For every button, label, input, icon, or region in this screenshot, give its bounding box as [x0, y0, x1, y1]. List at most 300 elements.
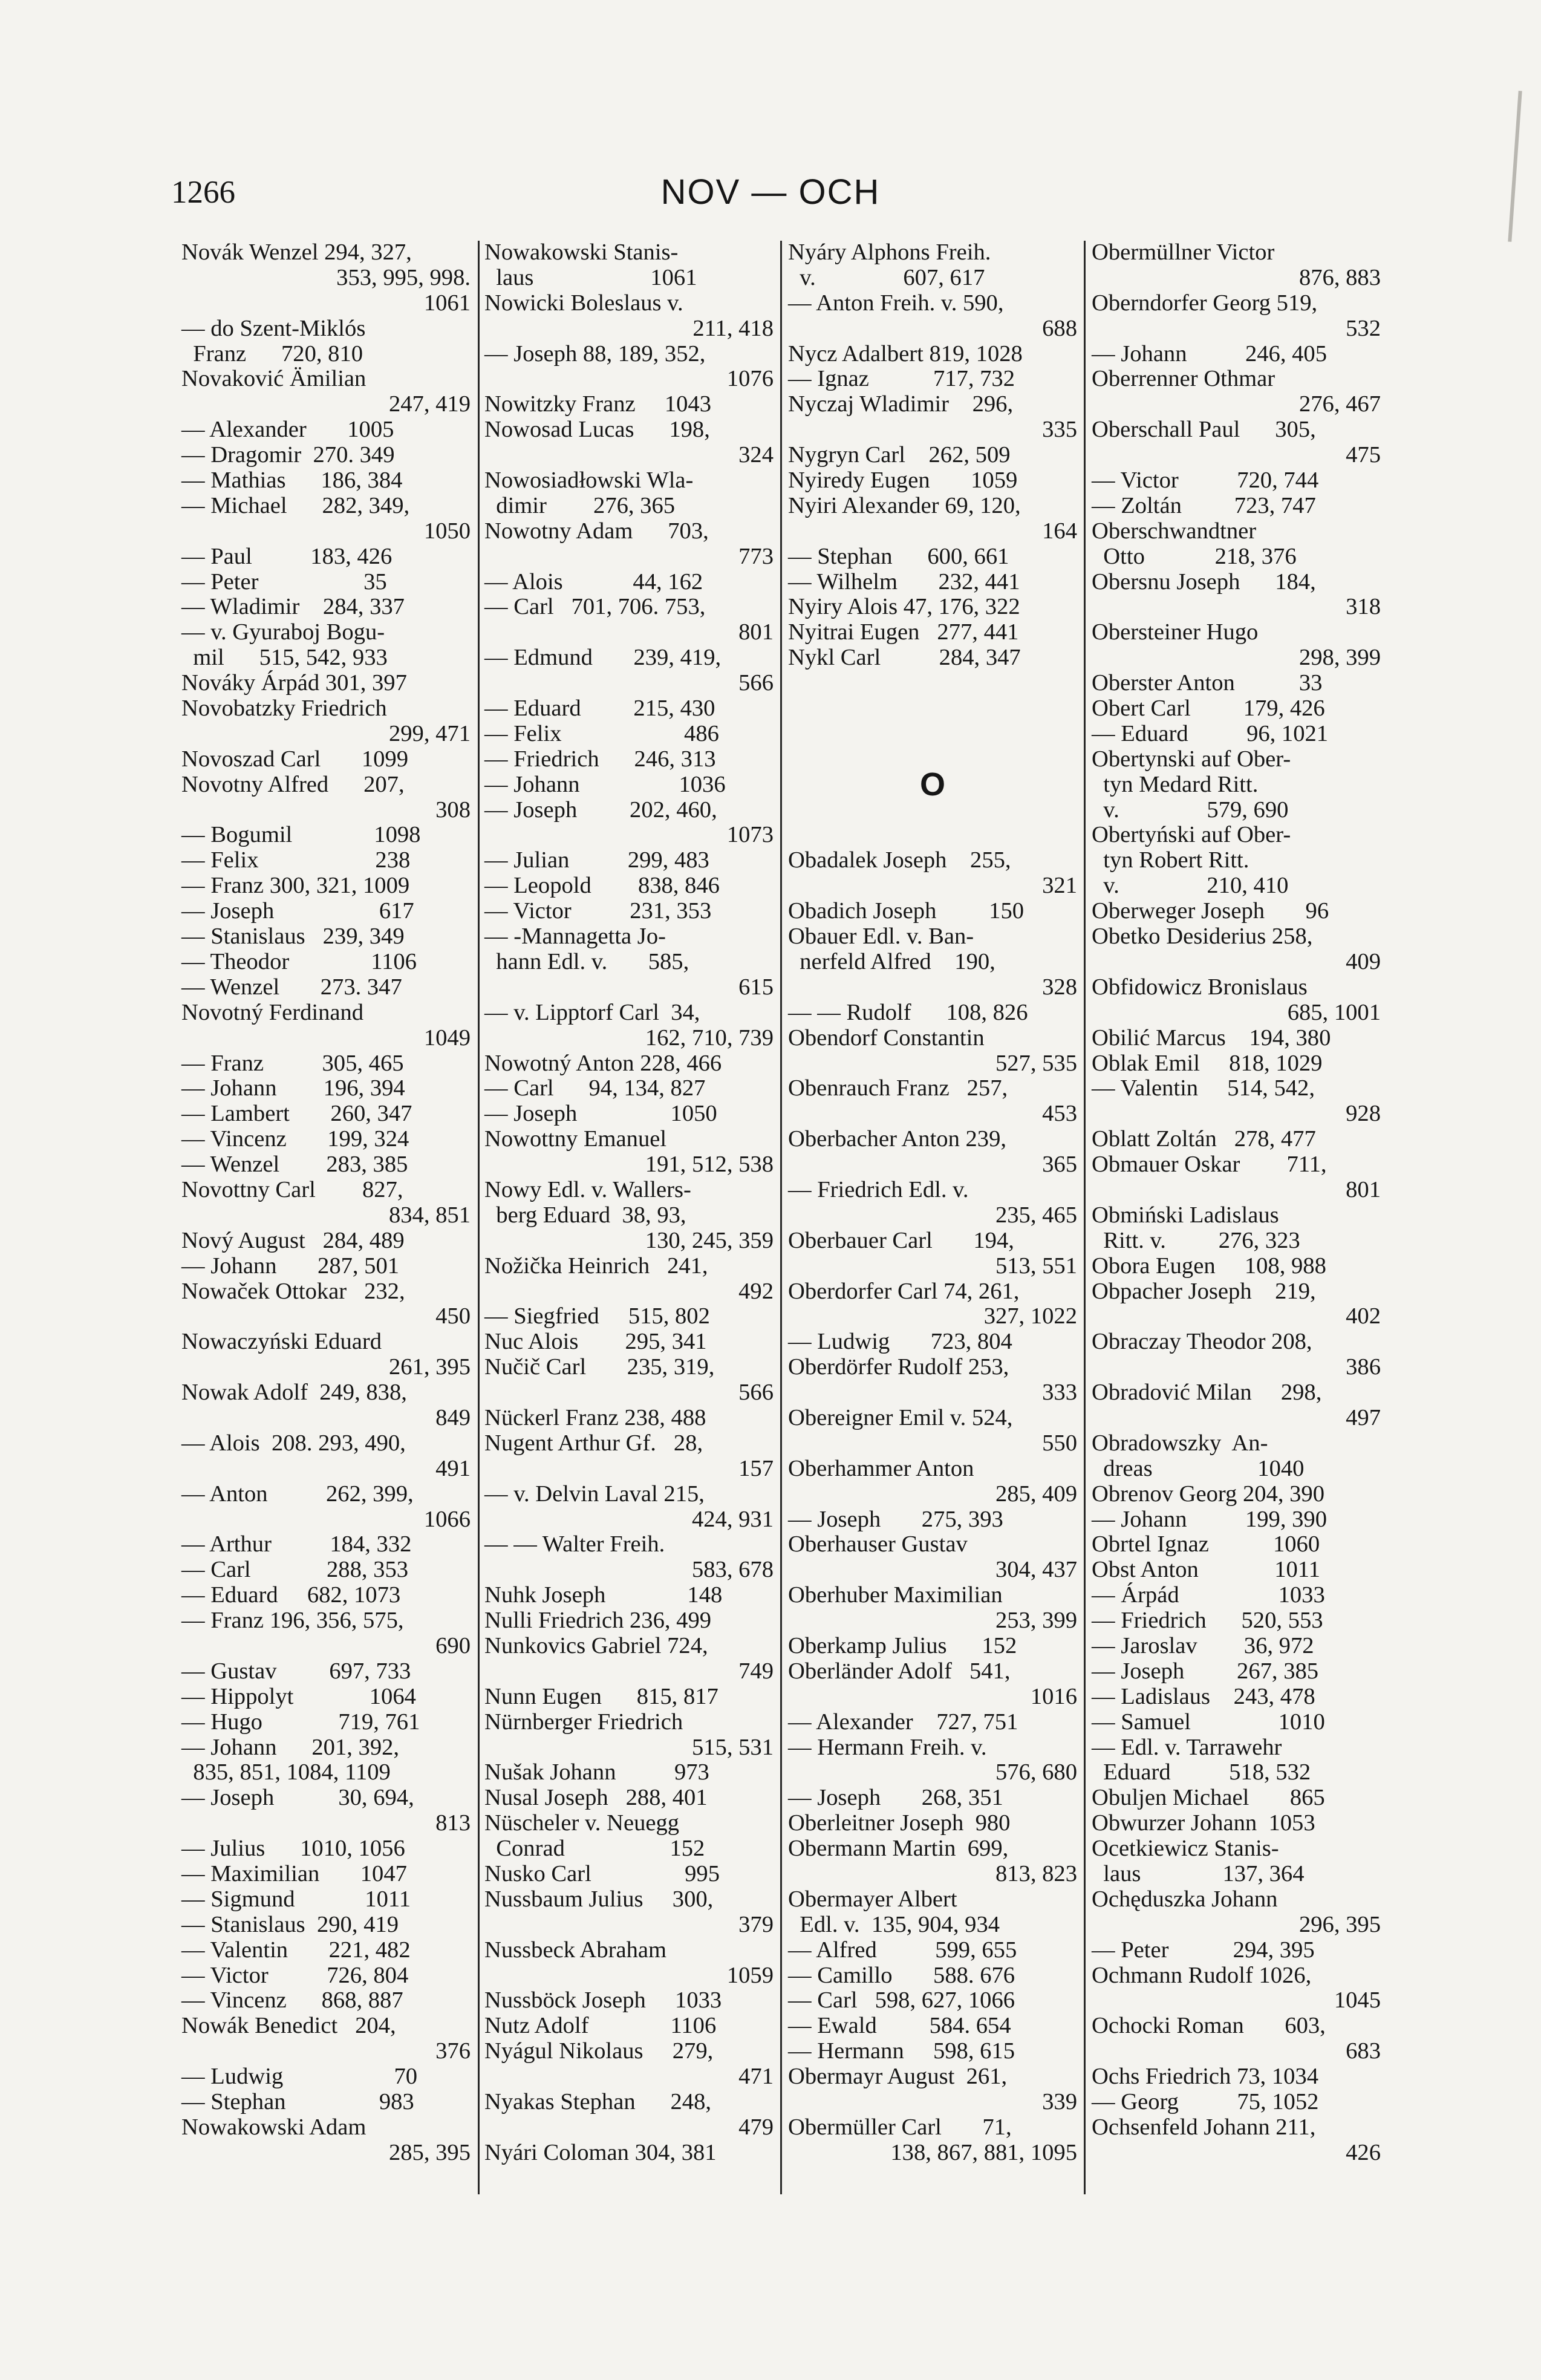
index-entry-line: — Jaroslav 36, 972 [1092, 1632, 1314, 1658]
index-entry-line: 353, 995, 998. [336, 264, 471, 290]
index-entry-line: Nyczaj Wladimir 296, [788, 391, 1014, 417]
index-entry-line: Nyitrai Eugen 277, 441 [788, 619, 1019, 645]
index-entry-line: 304, 437 [995, 1557, 1077, 1583]
index-entry-line: 298, 399 [1298, 645, 1381, 671]
index-entry-line: Obradowszky An- [1092, 1430, 1268, 1456]
index-entry-line: Ochsenfeld Johann 211, [1092, 2114, 1316, 2140]
index-entry-line: 402 [1346, 1303, 1381, 1329]
index-entry-line: nerfeld Alfred 190, [788, 948, 995, 974]
index-entry-line: — Stephan 983 [181, 2089, 414, 2115]
index-entry-line: — Anton Freih. v. 590, [788, 290, 1004, 316]
index-entry-line: Obrtel Ignaz 1060 [1092, 1531, 1320, 1557]
index-entry-line: Obersteiner Hugo [1092, 619, 1259, 645]
index-entry-line: — Ewald 584. 654 [788, 2013, 1011, 2039]
index-entry-line: — Peter 294, 395 [1092, 1937, 1315, 1963]
index-entry-line: 453 [1042, 1101, 1077, 1127]
index-entry-line: — v. Gyuraboj Bogu- [181, 619, 385, 645]
index-entry-line: Oberleitner Joseph 980 [788, 1810, 1011, 1836]
index-entry-line: 566 [738, 670, 774, 696]
index-entry-line: 532 [1346, 315, 1381, 341]
index-entry-line: — Eduard 215, 430 [484, 696, 715, 722]
index-entry-line: 576, 680 [995, 1759, 1077, 1785]
index-entry-line: 335 [1042, 417, 1077, 443]
index-entry-line: Nygryn Carl 262, 509 [788, 442, 1011, 468]
index-entry-line: — Joseph 202, 460, [484, 797, 717, 823]
index-entry-line: — Stanislaus 239, 349 [181, 924, 405, 950]
index-entry-line: — Samuel 1010 [1092, 1709, 1325, 1735]
index-entry-line: Nyári Coloman 304, 381 [484, 2139, 717, 2165]
index-entry-line: Oberweger Joseph 96 [1092, 898, 1329, 924]
index-entry-line: Nugent Arthur Gf. 28, [484, 1430, 703, 1456]
index-entry-line: — v. Delvin Laval 215, [484, 1481, 705, 1507]
index-entry-line: 690 [435, 1632, 471, 1658]
index-entry-line: — -Mannagetta Jo- [484, 924, 666, 950]
index-entry-line: hann Edl. v. 585, [484, 948, 689, 974]
index-entry-line: — Wenzel 283, 385 [181, 1152, 408, 1178]
index-entry-line: Obadich Joseph 150 [788, 898, 1025, 924]
index-entry-line: — Joseph 88, 189, 352, [484, 341, 706, 367]
index-entry-line: 813 [435, 1810, 471, 1836]
index-entry-line: berg Eduard 38, 93, [484, 1202, 686, 1228]
index-entry-line: — Carl 701, 706. 753, [484, 594, 706, 620]
index-entry-line: Novotný Ferdinand [181, 999, 364, 1025]
index-entry-line: 513, 551 [995, 1253, 1077, 1279]
index-entry-line: v. 579, 690 [1092, 797, 1289, 823]
index-entry-line: Oblatt Zoltán 278, 477 [1092, 1126, 1316, 1152]
index-entry-line: 835, 851, 1084, 1109 [181, 1759, 391, 1785]
index-entry-line: Nowosiadłowski Wla- [484, 468, 694, 494]
index-entry-line: Ochmann Rudolf 1026, [1092, 1962, 1312, 1988]
index-entry-line: 1073 [726, 822, 774, 848]
index-entry-line: 333 [1042, 1380, 1077, 1406]
index-entry-line: — Carl 288, 353 [181, 1557, 409, 1583]
index-entry-line: Obermüller Carl 71, [788, 2114, 1012, 2140]
index-entry-line: Nuhk Joseph 148 [484, 1582, 723, 1608]
index-entry-line: Nulli Friedrich 236, 499 [484, 1608, 712, 1634]
index-entry-line: — Alexander 727, 751 [788, 1709, 1018, 1735]
index-entry-line: 450 [435, 1303, 471, 1329]
index-entry-line: Obst Anton 1011 [1092, 1557, 1320, 1583]
index-entry-line: Eduard 518, 532 [1092, 1759, 1311, 1785]
index-entry-line: Oberschall Paul 305, [1092, 417, 1316, 443]
index-entry-line: 424, 931 [691, 1506, 774, 1532]
index-entry-line: Ochęduszka Johann [1092, 1886, 1278, 1912]
index-entry-line: Oblak Emil 818, 1029 [1092, 1050, 1323, 1076]
column-rule-1 [478, 241, 480, 2194]
index-entry-line: Nyakas Stephan 248, [484, 2089, 712, 2115]
index-entry-line: 261, 395 [388, 1354, 471, 1380]
index-entry-line: — Johann 201, 392, [181, 1734, 400, 1760]
index-entry-line: — v. Lipptorf Carl 34, [484, 999, 700, 1025]
index-entry-line: Oberrenner Othmar [1092, 366, 1275, 392]
index-entry-line: 1061 [423, 290, 471, 316]
index-entry-line: — Joseph 275, 393 [788, 1506, 1003, 1532]
index-entry-line: 550 [1042, 1430, 1077, 1456]
index-entry-line: 318 [1346, 594, 1381, 620]
index-entry-line: 683 [1346, 2038, 1381, 2064]
index-entry-line: — Stephan 600, 661 [788, 543, 1009, 569]
index-entry-line [788, 722, 1077, 747]
index-entry-line: Oberschwandtner [1092, 518, 1257, 544]
index-entry-line: — Hippolyt 1064 [181, 1683, 416, 1709]
index-entry-line: — Hermann 598, 615 [788, 2038, 1015, 2064]
index-entry-line: Obertyński auf Ober- [1092, 822, 1291, 848]
index-entry-line: 471 [738, 2064, 774, 2090]
index-entry-line: — Wladimir 284, 337 [181, 594, 405, 620]
index-entry-line: Nušak Johann 973 [484, 1759, 709, 1785]
index-entry-line: — Edmund 239, 419, [484, 645, 722, 671]
index-entry-line: — Stanislaus 290, 419 [181, 1911, 399, 1937]
index-entry-line: 1059 [726, 1962, 774, 1988]
index-entry-line: — Victor 720, 744 [1092, 468, 1319, 494]
index-entry-line: — Michael 282, 349, [181, 492, 410, 518]
index-entry-line: Obersnu Joseph 184, [1092, 569, 1316, 595]
index-entry-line: — Johann 196, 394 [181, 1075, 405, 1101]
column-4 [1092, 240, 1381, 2166]
index-entry-line: Nowák Benedict 204, [181, 2013, 396, 2039]
index-entry-line: Obermayr August 261, [788, 2064, 1008, 2090]
index-entry-line: 749 [738, 1658, 774, 1684]
index-entry-line: Oberhauser Gustav [788, 1531, 968, 1557]
index-entry-line: — Eduard 96, 1021 [1092, 720, 1329, 746]
index-entry-line: 285, 409 [995, 1481, 1077, 1507]
index-entry-line: — Ladislaus 243, 478 [1092, 1683, 1315, 1709]
index-entry-line: — Julius 1010, 1056 [181, 1836, 405, 1862]
index-entry-line: Obradović Milan 298, [1092, 1380, 1322, 1406]
index-entry-line: 247, 419 [388, 391, 471, 417]
index-entry-line: 497 [1346, 1404, 1381, 1430]
page-number: 1266 [171, 175, 235, 210]
index-entry-line: Nussbeck Abraham [484, 1937, 667, 1963]
index-entry-line: — Alois 208. 293, 490, [181, 1430, 406, 1456]
index-entry-line: Ochocki Roman 603, [1092, 2013, 1326, 2039]
index-entry-line: 688 [1042, 315, 1077, 341]
index-entry-line: Nowak Adolf 249, 838, [181, 1380, 407, 1406]
index-entry-line: 801 [1346, 1176, 1381, 1202]
index-entry-line: Oberkamp Julius 152 [788, 1632, 1017, 1658]
index-entry-line: — Alois 44, 162 [484, 569, 703, 595]
index-entry-line: 409 [1346, 948, 1381, 974]
index-entry-line [788, 671, 1077, 696]
index-entry-line: 426 [1346, 2139, 1381, 2165]
index-entry-line: Nückerl Franz 238, 488 [484, 1404, 706, 1430]
index-entry-line: — Valentin 221, 482 [181, 1937, 411, 1963]
index-entry-line: Nowotny Adam 703, [484, 518, 709, 544]
index-entry-line: — Johann 199, 390 [1092, 1506, 1327, 1532]
index-entry-line: Oberster Anton 33 [1092, 670, 1323, 696]
index-entry-line: — Árpád 1033 [1092, 1582, 1325, 1608]
index-entry-line: Nutz Adolf 1106 [484, 2013, 717, 2039]
index-entry-line: Novobatzky Friedrich [181, 696, 387, 722]
index-entry-line: Nycz Adalbert 819, 1028 [788, 341, 1023, 367]
index-entry-line: — Joseph 268, 351 [788, 1785, 1003, 1811]
index-entry-line: — Vincenz 199, 324 [181, 1126, 409, 1152]
index-entry-line: 475 [1346, 442, 1381, 468]
index-entry-line: Obermann Martin 699, [788, 1836, 1009, 1862]
index-entry-line: Nowy Edl. v. Wallers- [484, 1176, 691, 1202]
index-entry-line: — Vincenz 868, 887 [181, 1987, 403, 2013]
index-entry-line: Edl. v. 135, 904, 934 [788, 1911, 1000, 1937]
index-entry-line: Novoszad Carl 1099 [181, 746, 409, 772]
index-entry-line: Ocetkiewicz Stanis- [1092, 1836, 1279, 1862]
index-entry-line: Franz 720, 810 [181, 341, 363, 367]
index-entry-line: mil 515, 542, 933 [181, 645, 388, 671]
index-entry-line: — Maximilian 1047 [181, 1861, 407, 1886]
index-entry-line: Obertynski auf Ober- [1092, 746, 1291, 772]
index-entry-line: 583, 678 [691, 1557, 774, 1583]
index-entry-line: 1050 [423, 518, 471, 544]
index-entry-line: tyn Medard Ritt. [1092, 771, 1259, 797]
index-entry-line: 386 [1346, 1354, 1381, 1380]
index-entry-line: — Eduard 682, 1073 [181, 1582, 401, 1608]
index-entry-line: Obetko Desiderius 258, [1092, 924, 1313, 950]
index-entry-line: Obuljen Michael 865 [1092, 1785, 1325, 1811]
index-entry-line: — — Walter Freih. [484, 1531, 665, 1557]
index-entry-line: — Johann 287, 501 [181, 1253, 400, 1279]
index-entry-line: — Paul 183, 426 [181, 543, 393, 569]
index-entry-line: — Zoltán 723, 747 [1092, 492, 1316, 518]
index-entry-line: — Wenzel 273. 347 [181, 974, 402, 1000]
index-entry-line: — Ludwig 70 [181, 2064, 418, 2090]
index-entry-line: Nowicki Boleslaus v. [484, 290, 683, 316]
index-entry-line: Obmauer Oskar 711, [1092, 1152, 1327, 1178]
index-entry-line: Nowitzky Franz 1043 [484, 391, 712, 417]
index-entry-line: Nüscheler v. Neuegg [484, 1810, 680, 1836]
index-entry-line: Obenrauch Franz 257, [788, 1075, 1008, 1101]
index-entry-line: 138, 867, 881, 1095 [890, 2139, 1077, 2165]
index-entry-line: — Hermann Freih. v. [788, 1734, 987, 1760]
index-entry-line: — Georg 75, 1052 [1092, 2089, 1319, 2115]
index-entry-line: Nowottny Emanuel [484, 1126, 667, 1152]
index-entry-line: — do Szent-Miklós [181, 315, 366, 341]
index-entry-line: Obmiński Ladislaus [1092, 1202, 1279, 1228]
section-letter: O [919, 766, 945, 803]
index-entry-line: — Edl. v. Tarrawehr [1092, 1734, 1282, 1760]
index-entry-line: — Lambert 260, 347 [181, 1101, 412, 1127]
index-entry-line: — Alfred 599, 655 [788, 1937, 1017, 1963]
index-entry-line: — Felix 486 [484, 720, 719, 746]
index-entry-line: Oberhammer Anton [788, 1455, 974, 1481]
index-entry-line: — Camillo 588. 676 [788, 1962, 1015, 1988]
index-entry-line: Obwurzer Johann 1053 [1092, 1810, 1315, 1836]
index-entry-line: Ochs Friedrich 73, 1034 [1092, 2064, 1319, 2090]
index-entry-line: Nowaček Ottokar 232, [181, 1278, 405, 1304]
index-entry-line: Oberndorfer Georg 519, [1092, 290, 1318, 316]
index-entry-line: — Carl 94, 134, 827 [484, 1075, 706, 1101]
index-entry-line: Oberbauer Carl 194, [788, 1227, 1014, 1253]
index-entry-line: — Mathias 186, 384 [181, 468, 403, 494]
index-entry-line: tyn Robert Ritt. [1092, 847, 1249, 873]
index-entry-line: 191, 512, 538 [645, 1152, 774, 1178]
index-entry-line: dreas 1040 [1092, 1455, 1305, 1481]
index-entry-line: 308 [435, 797, 471, 823]
index-entry-line [788, 696, 1077, 722]
index-entry-line: 491 [435, 1455, 471, 1481]
index-entry-line: 327, 1022 [983, 1303, 1077, 1329]
index-entry-line: Oberdorfer Carl 74, 261, [788, 1278, 1020, 1304]
index-entry-line: Oberländer Adolf 541, [788, 1658, 1011, 1684]
index-entry-line: Novaković Ämilian [181, 366, 367, 392]
index-entry-line: Nowakowski Stanis- [484, 240, 679, 265]
index-entry-line: 566 [738, 1380, 774, 1406]
index-entry-line: — Friedrich 246, 313 [484, 746, 716, 772]
index-entry-line: Nussböck Joseph 1033 [484, 1987, 722, 2013]
index-entry-line: Nowosad Lucas 198, [484, 417, 710, 443]
index-entry-line: Novottny Carl 827, [181, 1176, 403, 1202]
index-entry-line: Nyiredy Eugen 1059 [788, 468, 1018, 494]
index-entry-line: Nowotný Anton 228, 466 [484, 1050, 722, 1076]
index-entry-line: 928 [1346, 1101, 1381, 1127]
index-entry-line: — Ignaz 717, 732 [788, 366, 1015, 392]
index-entry-line: Obermayer Albert [788, 1886, 957, 1912]
column-3 [788, 240, 1077, 2166]
index-entry-line: — Dragomir 270. 349 [181, 442, 395, 468]
column-1 [181, 240, 471, 2166]
index-entry-line: 296, 395 [1298, 1911, 1381, 1937]
index-entry-line: 328 [1042, 974, 1077, 1000]
index-entry-line: Nožička Heinrich 241, [484, 1253, 708, 1279]
index-entry-line: 801 [738, 619, 774, 645]
index-entry-line: 515, 531 [691, 1734, 774, 1760]
index-entry-line: 376 [435, 2038, 471, 2064]
index-entry-line: — Siegfried 515, 802 [484, 1303, 710, 1329]
index-entry-line: 527, 535 [995, 1050, 1077, 1076]
index-entry-line: Nyiri Alexander 69, 120, [788, 492, 1021, 518]
index-entry-line: Nussbaum Julius 300, [484, 1886, 714, 1912]
index-entry-line: Obadalek Joseph 255, [788, 847, 1011, 873]
index-entry-line: — Joseph 1050 [484, 1101, 717, 1127]
index-entry-line: Obpacher Joseph 219, [1092, 1278, 1316, 1304]
index-entry-line: Novák Wenzel 294, 327, [181, 240, 412, 265]
index-entry-line: Otto 218, 376 [1092, 543, 1297, 569]
index-entry-line: 876, 883 [1298, 264, 1381, 290]
index-entry-line [788, 798, 1077, 823]
index-entry-line: — Sigmund 1011 [181, 1886, 411, 1912]
index-entry-line: v. 607, 617 [788, 264, 985, 290]
index-entry-line: 321 [1042, 873, 1077, 899]
index-entry-line: Oberbacher Anton 239, [788, 1126, 1007, 1152]
index-entry-line: Nuc Alois 295, 341 [484, 1329, 707, 1355]
index-entry-line: 1049 [423, 1025, 471, 1051]
index-entry-line: — Anton 262, 399, [181, 1481, 414, 1507]
index-entry-line: Novotny Alfred 207, [181, 771, 405, 797]
index-entry-line: Obfidowicz Bronislaus [1092, 974, 1308, 1000]
index-entry-line: Nováky Árpád 301, 397 [181, 670, 407, 696]
index-entry-line: — Felix 238 [181, 847, 411, 873]
index-entry-line: — — Rudolf 108, 826 [788, 999, 1028, 1025]
index-entry-line: — Carl 598, 627, 1066 [788, 1987, 1015, 2013]
index-entry-line: Conrad 152 [484, 1836, 705, 1862]
index-entry-line: Ritt. v. 276, 323 [1092, 1227, 1300, 1253]
index-entry-line: Obora Eugen 108, 988 [1092, 1253, 1326, 1279]
index-entry-line: — Theodor 1106 [181, 948, 417, 974]
index-entry-line: — Peter 35 [181, 569, 387, 595]
index-entry-line: 615 [738, 974, 774, 1000]
index-entry-line: — Friedrich Edl. v. [788, 1176, 969, 1202]
column-2 [484, 240, 774, 2166]
index-entry-line: 1045 [1334, 1987, 1381, 2013]
index-entry-line: — Leopold 838, 846 [484, 873, 720, 899]
index-entry-line: 164 [1042, 518, 1077, 544]
index-entry-line: Nunkovics Gabriel 724, [484, 1632, 708, 1658]
index-entry-line: laus 137, 364 [1092, 1861, 1305, 1886]
index-entry-line: Obermüllner Victor [1092, 240, 1275, 265]
index-entry-line: 299, 471 [388, 720, 471, 746]
index-entry-line: v. 210, 410 [1092, 873, 1289, 899]
column-rule-3 [1084, 241, 1086, 2194]
index-entry-line: — Victor 231, 353 [484, 898, 712, 924]
index-entry-line: Nučič Carl 235, 319, [484, 1354, 715, 1380]
page-edge-mark [1508, 91, 1522, 242]
index-entry-line: 685, 1001 [1287, 999, 1381, 1025]
index-entry-line: 849 [435, 1404, 471, 1430]
index-entry-line: 379 [738, 1911, 774, 1937]
index-entry-line: — Valentin 514, 542, [1092, 1075, 1315, 1101]
index-entry-line: Obrenov Georg 204, 390 [1092, 1481, 1325, 1507]
index-entry-line: 324 [738, 442, 774, 468]
index-entry-line: dimir 276, 365 [484, 492, 676, 518]
index-entry-line: 285, 395 [388, 2139, 471, 2165]
index-entry-line: — Johann 1036 [484, 771, 726, 797]
index-entry-line: 773 [738, 543, 774, 569]
index-entry-line: — Joseph 267, 385 [1092, 1658, 1319, 1684]
index-entry-line: — Franz 196, 356, 575, [181, 1608, 404, 1634]
index-entry-line: Oberdörfer Rudolf 253, [788, 1354, 1009, 1380]
index-entry-line: Nürnberger Friedrich [484, 1709, 683, 1735]
index-entry-line: 253, 399 [995, 1608, 1077, 1634]
index-entry-line: 157 [738, 1455, 774, 1481]
index-entry-line: Nyiry Alois 47, 176, 322 [788, 594, 1020, 620]
index-entry-line: Obendorf Constantin [788, 1025, 985, 1051]
column-rule-2 [780, 241, 782, 2194]
index-entry-line: Nowaczyński Eduard [181, 1329, 382, 1355]
index-entry-line: 479 [738, 2114, 774, 2140]
index-entry-line: — Arthur 184, 332 [181, 1531, 412, 1557]
index-entry-line: 211, 418 [692, 315, 774, 341]
index-entry-line: — Wilhelm 232, 441 [788, 569, 1020, 595]
index-entry-line: — Johann 246, 405 [1092, 341, 1327, 367]
index-entry-line: — Julian 299, 483 [484, 847, 709, 873]
index-entry-line: 339 [1042, 2089, 1077, 2115]
index-entry-line: Nunn Eugen 815, 817 [484, 1683, 718, 1709]
index-entry-line: — Hugo 719, 761 [181, 1709, 420, 1735]
index-entry-line: 492 [738, 1278, 774, 1304]
index-entry-line: — Bogumil 1098 [181, 822, 421, 848]
index-entry-line: Nusal Joseph 288, 401 [484, 1785, 708, 1811]
index-entry-line: 162, 710, 739 [645, 1025, 774, 1051]
index-entry-line: — Joseph 617 [181, 898, 414, 924]
index-entry-line: Nowakowski Adam [181, 2114, 367, 2140]
index-entry-line: 1066 [423, 1506, 471, 1532]
index-entry-line: laus 1061 [484, 264, 697, 290]
index-entry-line: 834, 851 [388, 1202, 471, 1228]
running-head: NOV — OCH [660, 172, 881, 212]
index-entry-line: 1076 [726, 366, 774, 392]
index-entry-line: — Franz 305, 465 [181, 1050, 404, 1076]
index-entry-line: 813, 823 [995, 1861, 1077, 1886]
index-entry-line: Obilić Marcus 194, 380 [1092, 1025, 1331, 1051]
index-entry-line: — Gustav 697, 733 [181, 1658, 411, 1684]
index-entry-line: 276, 467 [1298, 391, 1381, 417]
index-entry-line: Nusko Carl 995 [484, 1861, 720, 1886]
index-entry-line: Oberhuber Maximilian [788, 1582, 1003, 1608]
index-entry-line: Nykl Carl 284, 347 [788, 645, 1021, 671]
index-entry-line: 130, 245, 359 [645, 1227, 774, 1253]
index-entry-line: Nyáry Alphons Freih. [788, 240, 991, 265]
index-entry-line: — Franz 300, 321, 1009 [181, 873, 410, 899]
index-entry-line: — Joseph 30, 694, [181, 1785, 414, 1811]
index-entry-line [788, 823, 1077, 848]
